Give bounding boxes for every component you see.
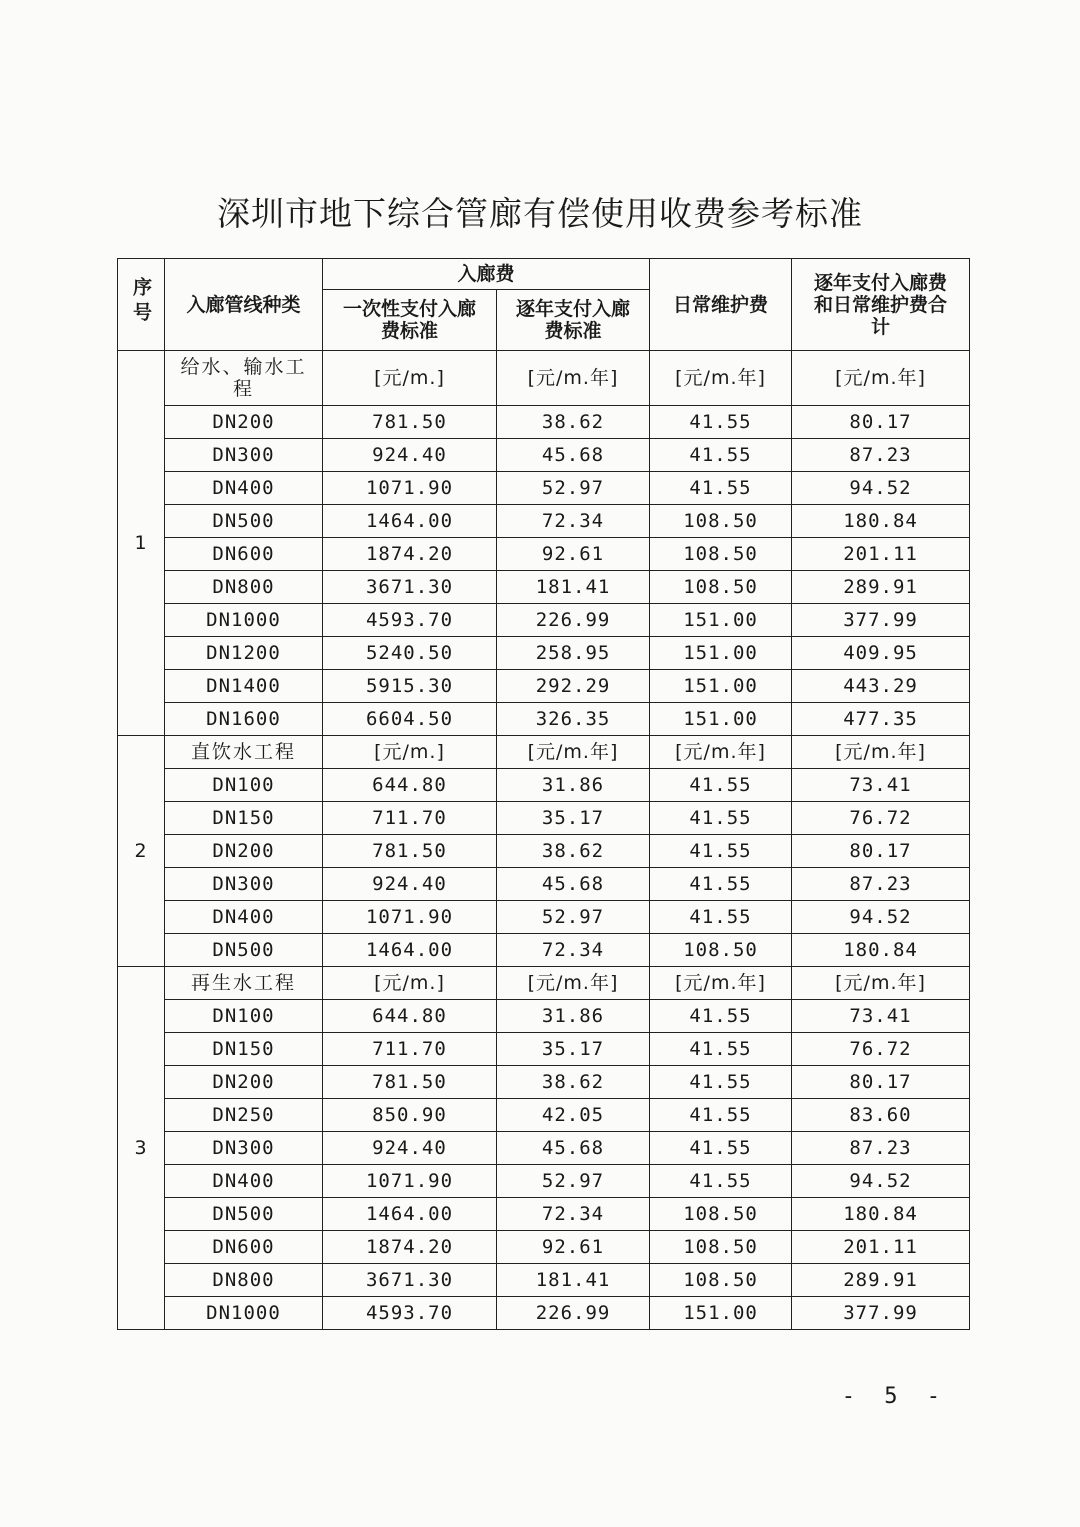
maintenance-fee-cell: 41.55 [650,472,792,505]
table-row [118,1198,970,1231]
total-fee-cell: 201.11 [792,1231,970,1264]
total-fee-cell: 180.84 [792,1198,970,1231]
table-row [118,1099,970,1132]
spec-cell: DN500 [165,505,323,538]
group-seq: 1 [118,351,165,736]
maintenance-fee-cell: 41.55 [650,1165,792,1198]
maintenance-header: 日常维护费 [650,259,792,351]
group-seq: 2 [118,736,165,967]
table-row [118,1297,970,1330]
annual-fee-cell: 45.68 [497,439,650,472]
maintenance-fee-cell: 41.55 [650,1099,792,1132]
maintenance-fee-cell: 108.50 [650,505,792,538]
unit-cell: [元/m.年] [497,736,650,769]
unit-cell: [元/m.年] [650,351,792,406]
unit-cell: [元/m.年] [792,967,970,1000]
total-fee-cell: 443.29 [792,670,970,703]
annual-fee-cell: 42.05 [497,1099,650,1132]
table-row [118,1066,970,1099]
table-row [118,769,970,802]
fee-table-body [118,259,970,1330]
table-row [118,1033,970,1066]
table-row [118,835,970,868]
maintenance-fee-cell: 151.00 [650,670,792,703]
total-fee-cell: 80.17 [792,406,970,439]
one-time-fee-cell: 1464.00 [323,934,497,967]
table-row [118,505,970,538]
group-unit-row [118,967,970,1000]
maintenance-fee-cell: 151.00 [650,604,792,637]
one-time-fee-cell: 1464.00 [323,505,497,538]
unit-cell: [元/m.] [323,736,497,769]
maintenance-fee-cell: 41.55 [650,439,792,472]
one-time-fee-cell: 1874.20 [323,1231,497,1264]
annual-fee-cell: 35.17 [497,1033,650,1066]
total-fee-cell: 201.11 [792,538,970,571]
total-fee-cell: 180.84 [792,934,970,967]
spec-cell: DN400 [165,901,323,934]
one-time-fee-cell: 850.90 [323,1099,497,1132]
one-time-fee-cell: 5240.50 [323,637,497,670]
spec-cell: DN300 [165,439,323,472]
annual-fee-cell: 72.34 [497,505,650,538]
unit-cell: [元/m.年] [792,736,970,769]
maintenance-fee-cell: 108.50 [650,1264,792,1297]
spec-cell: DN600 [165,1231,323,1264]
annual-fee-cell: 31.86 [497,769,650,802]
one-time-fee-cell: 711.70 [323,1033,497,1066]
one-time-fee-cell: 924.40 [323,1132,497,1165]
total-fee-cell: 377.99 [792,604,970,637]
one-time-fee-cell: 1071.90 [323,901,497,934]
maintenance-fee-cell: 41.55 [650,868,792,901]
total-fee-cell: 87.23 [792,1132,970,1165]
total-fee-cell: 289.91 [792,571,970,604]
annual-fee-cell: 38.62 [497,1066,650,1099]
spec-cell: DN150 [165,802,323,835]
one-time-fee-cell: 924.40 [323,439,497,472]
maintenance-fee-cell: 41.55 [650,802,792,835]
spec-cell: DN300 [165,1132,323,1165]
one-time-fee-cell: 5915.30 [323,670,497,703]
group-seq: 3 [118,967,165,1330]
one-time-fee-cell: 924.40 [323,868,497,901]
spec-cell: DN150 [165,1033,323,1066]
total-fee-cell: 94.52 [792,901,970,934]
maintenance-fee-cell: 41.55 [650,1033,792,1066]
total-fee-cell: 477.35 [792,703,970,736]
total-fee-cell: 289.91 [792,1264,970,1297]
annual-fee-cell: 181.41 [497,571,650,604]
page-title: 深圳市地下综合管廊有偿使用收费参考标准 [217,194,863,233]
annual-fee-cell: 181.41 [497,1264,650,1297]
maintenance-fee-cell: 41.55 [650,1066,792,1099]
table-row [118,637,970,670]
table-row [118,1165,970,1198]
annual-fee-cell: 52.97 [497,901,650,934]
total-fee-cell: 87.23 [792,868,970,901]
page-number: - 5 - [841,1384,948,1409]
spec-cell: DN1200 [165,637,323,670]
total-fee-cell: 76.72 [792,1033,970,1066]
entry-fee-header: 入廊费 [323,259,650,290]
one-time-fee-cell: 1071.90 [323,1165,497,1198]
maintenance-fee-cell: 41.55 [650,769,792,802]
maintenance-fee-cell: 108.50 [650,1231,792,1264]
total-fee-cell: 87.23 [792,439,970,472]
table-row [118,1231,970,1264]
unit-cell: [元/m.] [323,351,497,406]
table-row [118,934,970,967]
maintenance-fee-cell: 151.00 [650,637,792,670]
maintenance-fee-cell: 108.50 [650,538,792,571]
annual-fee-cell: 292.29 [497,670,650,703]
spec-cell: DN200 [165,1066,323,1099]
unit-cell: [元/m.年] [650,967,792,1000]
maintenance-fee-cell: 151.00 [650,703,792,736]
spec-cell: DN800 [165,571,323,604]
one-time-fee-cell: 781.50 [323,406,497,439]
total-fee-cell: 73.41 [792,769,970,802]
annual-fee-cell: 35.17 [497,802,650,835]
spec-cell: DN500 [165,1198,323,1231]
one-time-fee-cell: 781.50 [323,835,497,868]
total-fee-cell: 180.84 [792,505,970,538]
total-header: 逐年支付入廊费和日常维护费合计 [792,259,970,351]
one-time-fee-cell: 781.50 [323,1066,497,1099]
total-fee-cell: 94.52 [792,1165,970,1198]
maintenance-fee-cell: 108.50 [650,571,792,604]
one-time-header: 一次性支付入廊费标准 [323,290,497,351]
fee-table [117,258,970,1330]
maintenance-fee-cell: 41.55 [650,835,792,868]
spec-cell: DN1000 [165,1297,323,1330]
maintenance-fee-cell: 41.55 [650,901,792,934]
one-time-fee-cell: 1464.00 [323,1198,497,1231]
spec-cell: DN250 [165,1099,323,1132]
annual-header: 逐年支付入廊费标准 [497,290,650,351]
annual-fee-cell: 72.34 [497,1198,650,1231]
annual-fee-cell: 226.99 [497,604,650,637]
unit-cell: [元/m.年] [497,967,650,1000]
maintenance-fee-cell: 108.50 [650,934,792,967]
one-time-fee-cell: 4593.70 [323,1297,497,1330]
one-time-fee-cell: 3671.30 [323,1264,497,1297]
group-unit-row [118,736,970,769]
table-row [118,1000,970,1033]
group-name: 给水、输水工程 [165,351,323,406]
total-fee-cell: 409.95 [792,637,970,670]
header-row-1 [118,259,970,290]
annual-fee-cell: 52.97 [497,472,650,505]
spec-cell: DN200 [165,835,323,868]
table-row [118,802,970,835]
annual-fee-cell: 45.68 [497,1132,650,1165]
table-row [118,868,970,901]
annual-fee-cell: 326.35 [497,703,650,736]
one-time-fee-cell: 3671.30 [323,571,497,604]
group-unit-row [118,351,970,406]
total-fee-cell: 377.99 [792,1297,970,1330]
spec-cell: DN1400 [165,670,323,703]
group-name: 再生水工程 [165,967,323,1000]
spec-cell: DN600 [165,538,323,571]
annual-fee-cell: 31.86 [497,1000,650,1033]
annual-fee-cell: 92.61 [497,538,650,571]
maintenance-fee-cell: 151.00 [650,1297,792,1330]
table-row [118,538,970,571]
type-header: 入廊管线种类 [165,259,323,351]
one-time-fee-cell: 6604.50 [323,703,497,736]
seq-header: 序号 [118,259,165,351]
table-row [118,703,970,736]
unit-cell: [元/m.年] [792,351,970,406]
table-row [118,670,970,703]
group-name: 直饮水工程 [165,736,323,769]
spec-cell: DN800 [165,1264,323,1297]
annual-fee-cell: 226.99 [497,1297,650,1330]
spec-cell: DN1600 [165,703,323,736]
one-time-fee-cell: 4593.70 [323,604,497,637]
one-time-fee-cell: 1071.90 [323,472,497,505]
maintenance-fee-cell: 41.55 [650,406,792,439]
annual-fee-cell: 38.62 [497,835,650,868]
maintenance-fee-cell: 108.50 [650,1198,792,1231]
total-fee-cell: 80.17 [792,835,970,868]
total-fee-cell: 73.41 [792,1000,970,1033]
spec-cell: DN200 [165,406,323,439]
annual-fee-cell: 38.62 [497,406,650,439]
spec-cell: DN1000 [165,604,323,637]
unit-cell: [元/m.] [323,967,497,1000]
total-fee-cell: 80.17 [792,1066,970,1099]
maintenance-fee-cell: 41.55 [650,1000,792,1033]
total-fee-cell: 94.52 [792,472,970,505]
annual-fee-cell: 92.61 [497,1231,650,1264]
unit-cell: [元/m.年] [650,736,792,769]
table-row [118,571,970,604]
table-row [118,604,970,637]
table-row [118,1264,970,1297]
unit-cell: [元/m.年] [497,351,650,406]
annual-fee-cell: 258.95 [497,637,650,670]
table-row [118,472,970,505]
one-time-fee-cell: 711.70 [323,802,497,835]
spec-cell: DN500 [165,934,323,967]
annual-fee-cell: 72.34 [497,934,650,967]
spec-cell: DN100 [165,769,323,802]
table-row [118,901,970,934]
spec-cell: DN100 [165,1000,323,1033]
one-time-fee-cell: 644.80 [323,769,497,802]
annual-fee-cell: 45.68 [497,868,650,901]
spec-cell: DN400 [165,1165,323,1198]
total-fee-cell: 76.72 [792,802,970,835]
one-time-fee-cell: 1874.20 [323,538,497,571]
table-row [118,1132,970,1165]
table-row [118,406,970,439]
one-time-fee-cell: 644.80 [323,1000,497,1033]
spec-cell: DN400 [165,472,323,505]
total-fee-cell: 83.60 [792,1099,970,1132]
annual-fee-cell: 52.97 [497,1165,650,1198]
spec-cell: DN300 [165,868,323,901]
table-row [118,439,970,472]
maintenance-fee-cell: 41.55 [650,1132,792,1165]
